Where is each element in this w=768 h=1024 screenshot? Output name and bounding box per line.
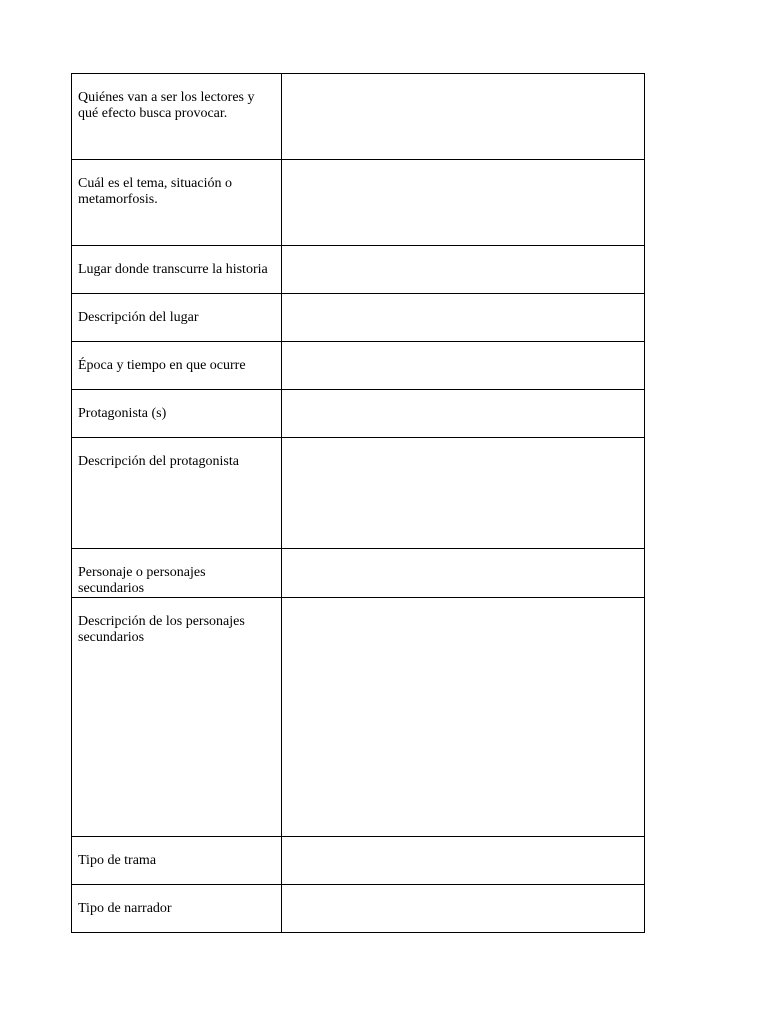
row-label-cell xyxy=(72,438,282,549)
table-row xyxy=(72,74,645,160)
row-value-cell[interactable] xyxy=(282,390,645,438)
row-value-cell[interactable] xyxy=(282,549,645,598)
row-label-cell xyxy=(72,549,282,598)
table-row xyxy=(72,390,645,438)
table-row xyxy=(72,342,645,390)
row-label-cell xyxy=(72,160,282,246)
row-label-narrator-type: Tipo de narrador xyxy=(78,901,172,916)
story-planning-table xyxy=(71,73,645,933)
table-row xyxy=(72,294,645,342)
row-label-place-description: Descripción del lugar xyxy=(78,310,199,325)
row-value-cell[interactable] xyxy=(282,342,645,390)
row-label-readers-effect: Quiénes van a ser los lectores y qué efecto busca provocar. xyxy=(78,90,255,121)
row-label-protagonist: Protagonista (s) xyxy=(78,406,167,421)
table-row xyxy=(72,837,645,885)
row-value-cell[interactable] xyxy=(282,294,645,342)
row-label-cell xyxy=(72,74,282,160)
row-label-cell xyxy=(72,390,282,438)
row-label-cell xyxy=(72,342,282,390)
row-label-cell xyxy=(72,598,282,837)
table-row xyxy=(72,246,645,294)
row-value-cell[interactable] xyxy=(282,837,645,885)
row-label-cell xyxy=(72,885,282,933)
table-row xyxy=(72,438,645,549)
table-row xyxy=(72,160,645,246)
table-row xyxy=(72,549,645,598)
row-label-place: Lugar donde transcurre la historia xyxy=(78,262,268,277)
row-value-cell[interactable] xyxy=(282,598,645,837)
row-label-cell xyxy=(72,294,282,342)
row-label-cell xyxy=(72,246,282,294)
row-label-secondary-description: Descripción de los personajes secundarios xyxy=(78,614,245,645)
row-value-cell[interactable] xyxy=(282,885,645,933)
row-value-cell[interactable] xyxy=(282,160,645,246)
row-label-protagonist-description: Descripción del protagonista xyxy=(78,454,239,469)
row-label-cell xyxy=(72,837,282,885)
table-row xyxy=(72,598,645,837)
table-row xyxy=(72,885,645,933)
row-label-plot-type: Tipo de trama xyxy=(78,853,157,868)
row-label-secondary-characters: Personaje o personajes secundarios xyxy=(78,565,206,596)
row-value-cell[interactable] xyxy=(282,438,645,549)
row-label-era-time: Época y tiempo en que ocurre xyxy=(78,358,246,373)
row-value-cell[interactable] xyxy=(282,246,645,294)
row-value-cell[interactable] xyxy=(282,74,645,160)
row-label-theme: Cuál es el tema, situación o metamorfosis. xyxy=(78,176,232,207)
